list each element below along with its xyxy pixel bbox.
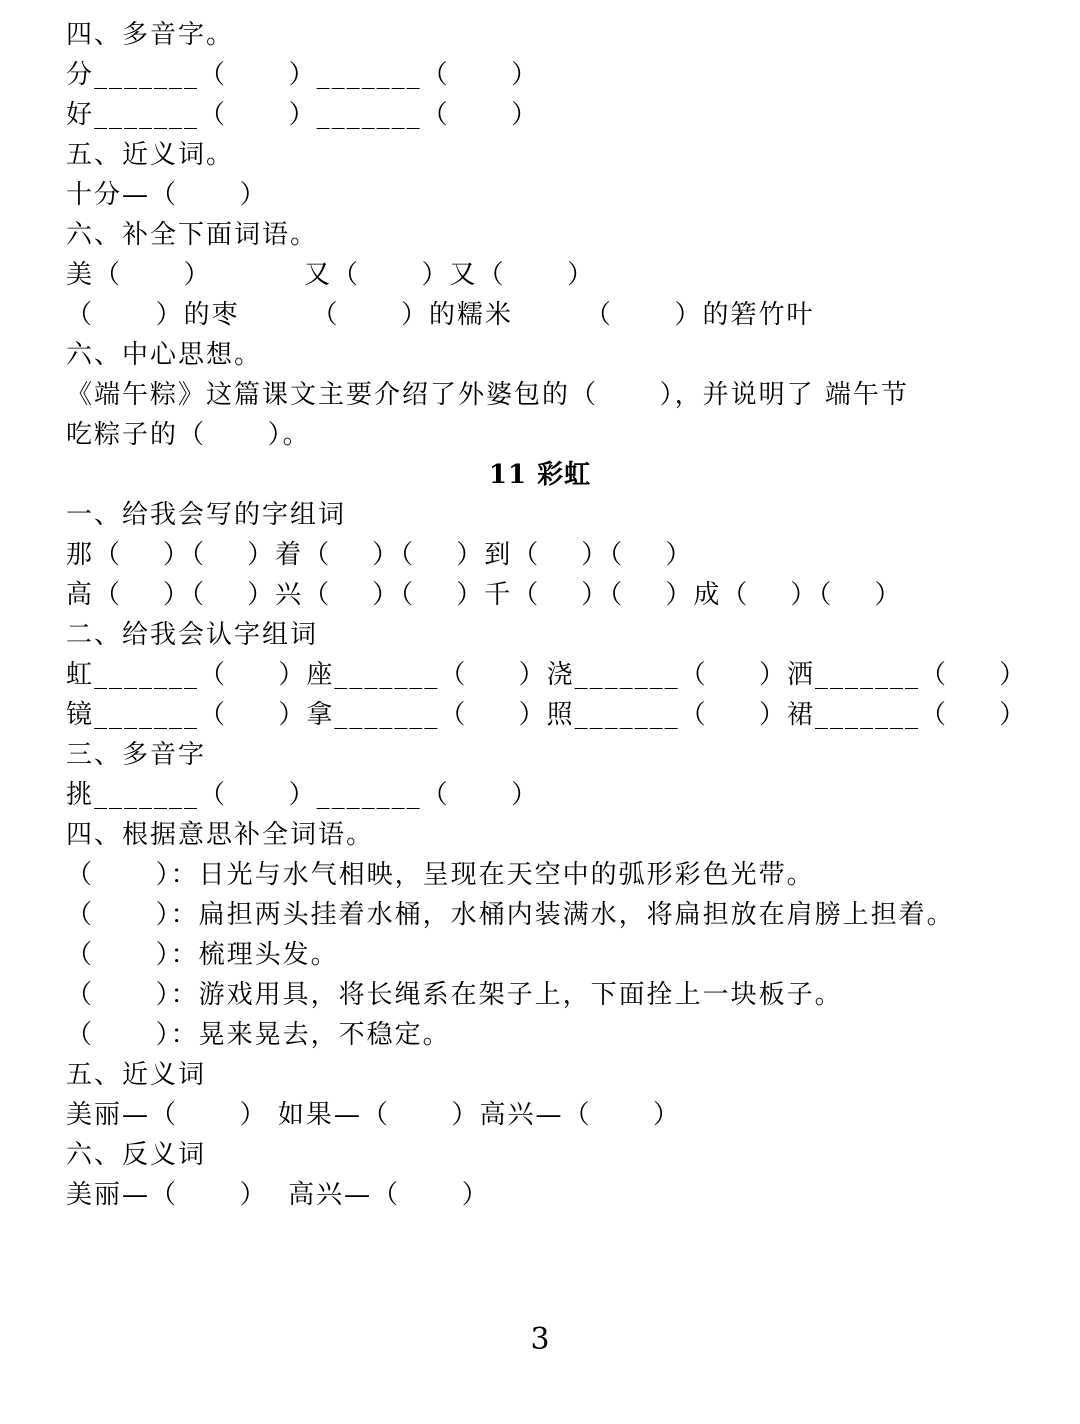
section-heading-synonym: 五、近义词 <box>66 1060 207 1090</box>
exercise-line: （ ）：晃来晃去，不稳定。 <box>66 1020 451 1050</box>
section-heading-main-idea: 六、中心思想。 <box>66 340 263 370</box>
lesson-title: 11 彩虹 <box>488 460 592 490</box>
exercise-line: （ ）：日光与水气相映，呈现在天空中的弧形彩色光带。 <box>66 860 815 890</box>
section-heading-polyphone: 四、多音字。 <box>66 20 235 50</box>
exercise-line: （ ）的枣 （ ）的糯米 （ ）的箬竹叶 <box>66 300 815 330</box>
exercise-line: （ ）：扁担两头挂着水桶，水桶内装满水，将扁担放在肩膀上担着。 <box>66 900 955 930</box>
exercise-line: 美丽—（ ） 高兴—（ ） <box>66 1180 490 1210</box>
exercise-line: 好_______（ ）_______（ ） <box>66 100 540 130</box>
section-heading-polyphone: 三、多音字 <box>66 740 207 770</box>
section-heading-recognize: 二、给我会认字组词 <box>66 620 319 650</box>
exercise-line: 美丽—（ ） 如果—（ ）高兴—（ ） <box>66 1100 682 1130</box>
section-heading-write: 一、给我会写的字组词 <box>66 500 347 530</box>
section-heading-complete: 六、补全下面词语。 <box>66 220 319 250</box>
exercise-line: 虹_______（ ）座_______（ ）浇_______（ ）洒_______（ ） <box>66 660 1028 690</box>
section-heading-antonym: 六、反义词 <box>66 1140 207 1170</box>
exercise-line: 《端午粽》这篇课文主要介绍了外婆包的（ ），并说明了 端午节 <box>66 380 909 410</box>
exercise-line: 高（ ）（ ）兴（ ）（ ）千（ ）（ ）成（ ）（ ） <box>66 580 903 610</box>
exercise-line: 十分—（ ） <box>66 180 268 210</box>
page-number: 3 <box>530 1322 550 1357</box>
exercise-line: （ ）：游戏用具，将长绳系在架子上，下面拴上一块板子。 <box>66 980 843 1010</box>
exercise-line: 分_______（ ）_______（ ） <box>66 60 540 90</box>
section-heading-meaning: 四、根据意思补全词语。 <box>66 820 375 850</box>
exercise-line: 吃粽子的（ ）。 <box>66 420 311 450</box>
section-heading-synonym: 五、近义词。 <box>66 140 235 170</box>
exercise-line: 镜_______（ ）拿_______（ ）照_______（ ）裙_______（ ） <box>66 700 1028 730</box>
exercise-line: 美（ ） 又（ ）又（ ） <box>66 260 596 290</box>
exercise-line: 那（ ）（ ）着（ ）（ ）到（ ）（ ） <box>66 540 694 570</box>
exercise-line: 挑_______（ ）_______（ ） <box>66 780 540 810</box>
exercise-line: （ ）：梳理头发。 <box>66 940 339 970</box>
